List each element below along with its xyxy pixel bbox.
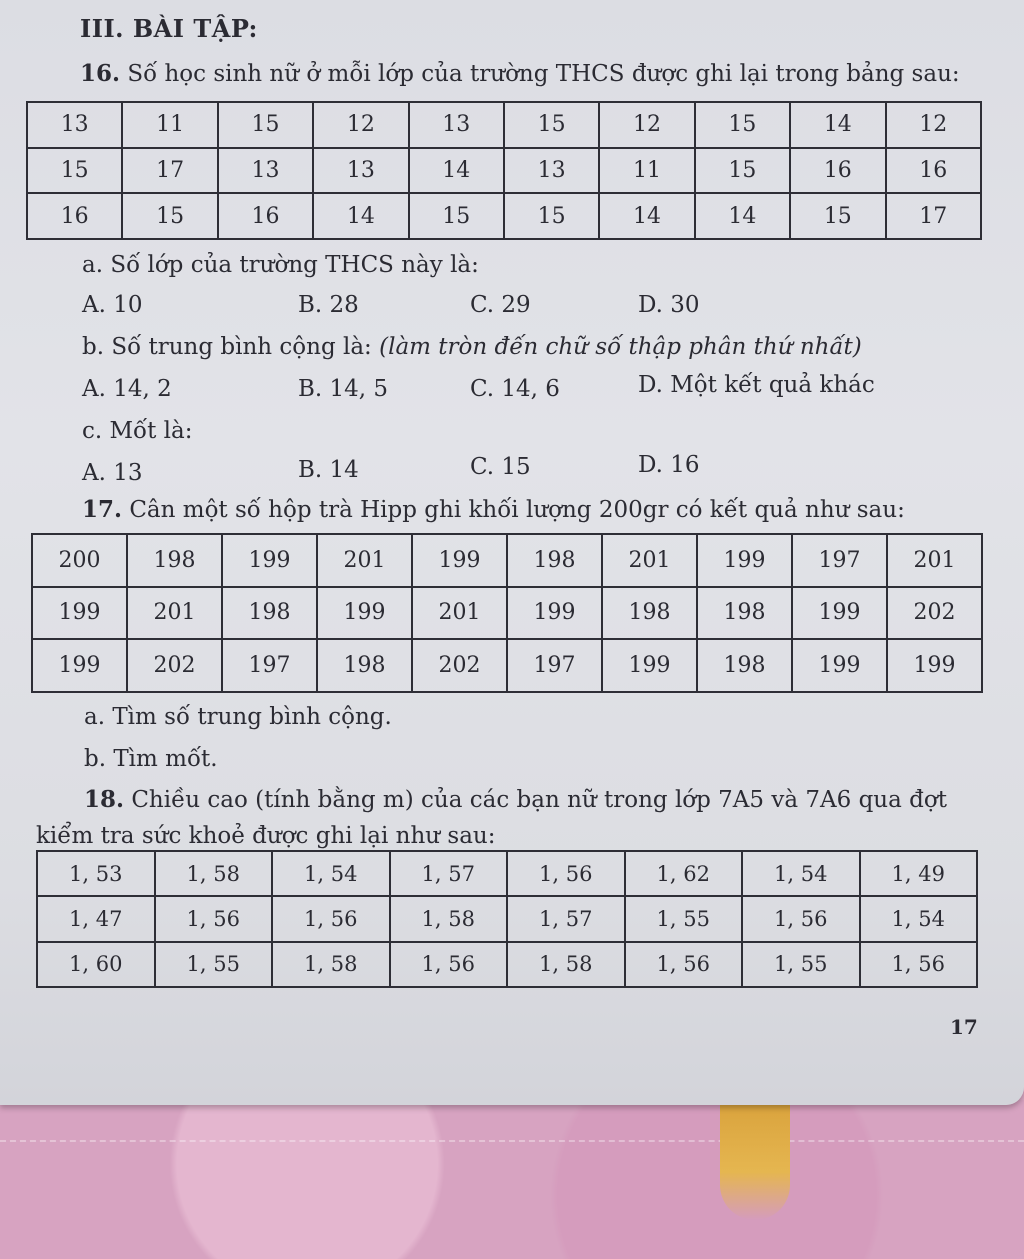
table-cell: 1, 60 (37, 942, 155, 987)
table-cell: 15 (790, 193, 885, 239)
table-cell: 198 (697, 587, 792, 640)
section-title: III. BÀI TẬP: (80, 14, 258, 43)
exercise-17a-question: a. Tìm số trung bình cộng. (84, 704, 392, 730)
option-16c-c: C. 15 (470, 454, 531, 480)
table-cell: 1, 55 (742, 942, 860, 987)
option-16a-d: D. 30 (638, 292, 700, 318)
table-cell: 12 (313, 102, 408, 148)
table-cell: 199 (222, 534, 317, 587)
table-cell: 13 (313, 148, 408, 194)
table-row (37, 851, 977, 896)
table-cell: 17 (886, 193, 981, 239)
exercise-18-prompt (84, 786, 947, 813)
option-16a-c: C. 29 (470, 292, 531, 318)
table-cell: 202 (412, 639, 507, 692)
table-cell: 1, 54 (860, 896, 978, 941)
table-cell: 1, 58 (390, 896, 508, 941)
table-cell: 197 (792, 534, 887, 587)
exercise-16-number: 16. (80, 60, 121, 87)
exercise-16b-note: (làm tròn đến chữ số thập phân thứ nhất) (379, 334, 862, 360)
exercise-18-number: 18. (84, 786, 125, 813)
table-cell: 1, 55 (625, 896, 743, 941)
table-cell: 13 (409, 102, 504, 148)
table-cell: 1, 56 (625, 942, 743, 987)
option-16c-a: A. 13 (82, 460, 143, 486)
table-cell: 198 (222, 587, 317, 640)
table-cell: 199 (697, 534, 792, 587)
table-cell: 14 (790, 102, 885, 148)
table-cell: 13 (218, 148, 313, 194)
exercise-16c-question: c. Mốt là: (82, 418, 193, 444)
table-row (32, 534, 982, 587)
table-cell: 1, 56 (860, 942, 978, 987)
option-16b-a: A. 14, 2 (82, 376, 172, 402)
table-cell: 16 (27, 193, 122, 239)
exercise-16a-question: a. Số lớp của trường THCS này là: (82, 252, 479, 278)
exercise-16b-text: b. Số trung bình cộng là: (82, 334, 380, 360)
table-cell: 14 (409, 148, 504, 194)
option-16c-d: D. 16 (638, 452, 700, 478)
table-cell: 198 (317, 639, 412, 692)
table-cell: 1, 58 (155, 851, 273, 896)
exercise-17-number: 17. (82, 496, 123, 523)
table-cell: 15 (695, 102, 790, 148)
exercise-17-text: Cân một số hộp trà Hipp ghi khối lượng 200gr có kết quả như sau: (122, 497, 905, 523)
table-cell: 1, 57 (507, 896, 625, 941)
table-cell: 13 (504, 148, 599, 194)
exercise-17b-question: b. Tìm mốt. (84, 746, 218, 772)
exercise-16-table (26, 101, 982, 240)
table-cell: 1, 53 (37, 851, 155, 896)
option-16b-b: B. 14, 5 (298, 376, 389, 402)
table-cell: 198 (602, 587, 697, 640)
table-cell: 1, 56 (272, 896, 390, 941)
table-cell: 199 (792, 587, 887, 640)
option-16b-c: C. 14, 6 (470, 376, 560, 402)
table-cell: 11 (122, 102, 217, 148)
table-row (32, 639, 982, 692)
exercise-16-text: Số học sinh nữ ở mỗi lớp của trường THCS được ghi lại trong bảng sau: (120, 61, 960, 87)
table-cell: 202 (127, 639, 222, 692)
table-cell: 199 (792, 639, 887, 692)
table-cell: 1, 47 (37, 896, 155, 941)
option-16a-a: A. 10 (82, 292, 143, 318)
table-cell: 15 (122, 193, 217, 239)
table-cell: 200 (32, 534, 127, 587)
table-cell: 199 (887, 639, 982, 692)
table-cell: 16 (218, 193, 313, 239)
exercise-16b-question (82, 334, 862, 360)
option-16a-b: B. 28 (298, 292, 359, 318)
table-cell: 199 (317, 587, 412, 640)
table-cell: 1, 54 (742, 851, 860, 896)
table-cell: 201 (887, 534, 982, 587)
table-cell: 1, 56 (390, 942, 508, 987)
table-cell: 15 (218, 102, 313, 148)
table-cell: 1, 58 (507, 942, 625, 987)
table-cell: 15 (504, 193, 599, 239)
table-cell: 198 (697, 639, 792, 692)
table-cell: 15 (409, 193, 504, 239)
table-cell: 1, 55 (155, 942, 273, 987)
table-cell: 16 (886, 148, 981, 194)
exercise-17-prompt (82, 496, 905, 523)
table-cell: 11 (599, 148, 694, 194)
table-cell: 199 (507, 587, 602, 640)
option-16c-b: B. 14 (298, 457, 359, 483)
table-cell: 201 (317, 534, 412, 587)
table-cell: 15 (504, 102, 599, 148)
table-cell: 1, 57 (390, 851, 508, 896)
table-cell: 199 (412, 534, 507, 587)
table-row (37, 896, 977, 941)
option-16b-d: D. Một kết quả khác (638, 372, 875, 398)
table-cell: 15 (695, 148, 790, 194)
table-cell: 1, 62 (625, 851, 743, 896)
table-cell: 199 (602, 639, 697, 692)
table-cell: 1, 56 (507, 851, 625, 896)
table-cell: 17 (122, 148, 217, 194)
table-row (37, 942, 977, 987)
table-cell: 1, 56 (742, 896, 860, 941)
table-cell: 197 (507, 639, 602, 692)
fabric-stitching (0, 1140, 1024, 1242)
table-cell: 1, 49 (860, 851, 978, 896)
table-row (32, 587, 982, 640)
table-cell: 16 (790, 148, 885, 194)
page-number: 17 (950, 1015, 978, 1039)
fabric-yellow-patch (720, 1100, 790, 1220)
table-cell: 12 (599, 102, 694, 148)
table-cell: 199 (32, 587, 127, 640)
table-cell: 199 (32, 639, 127, 692)
table-cell: 13 (27, 102, 122, 148)
exercise-17-table (31, 533, 983, 693)
exercise-18-text-line1: Chiều cao (tính bằng m) của các bạn nữ trong lớp 7A5 và 7A6 qua đợt (124, 787, 947, 813)
table-row (27, 148, 981, 194)
table-row (27, 102, 981, 148)
table-cell: 202 (887, 587, 982, 640)
table-cell: 1, 56 (155, 896, 273, 941)
exercise-18-table (36, 850, 978, 988)
table-row (27, 193, 981, 239)
table-cell: 1, 58 (272, 942, 390, 987)
table-cell: 15 (27, 148, 122, 194)
table-cell: 198 (507, 534, 602, 587)
table-cell: 12 (886, 102, 981, 148)
table-cell: 14 (599, 193, 694, 239)
table-cell: 14 (313, 193, 408, 239)
exercise-16-prompt (80, 60, 960, 87)
table-cell: 198 (127, 534, 222, 587)
table-cell: 201 (127, 587, 222, 640)
table-cell: 201 (602, 534, 697, 587)
table-cell: 14 (695, 193, 790, 239)
table-cell: 197 (222, 639, 317, 692)
table-cell: 201 (412, 587, 507, 640)
table-cell: 1, 54 (272, 851, 390, 896)
exercise-18-text-line2: kiểm tra sức khoẻ được ghi lại như sau: (36, 823, 496, 849)
